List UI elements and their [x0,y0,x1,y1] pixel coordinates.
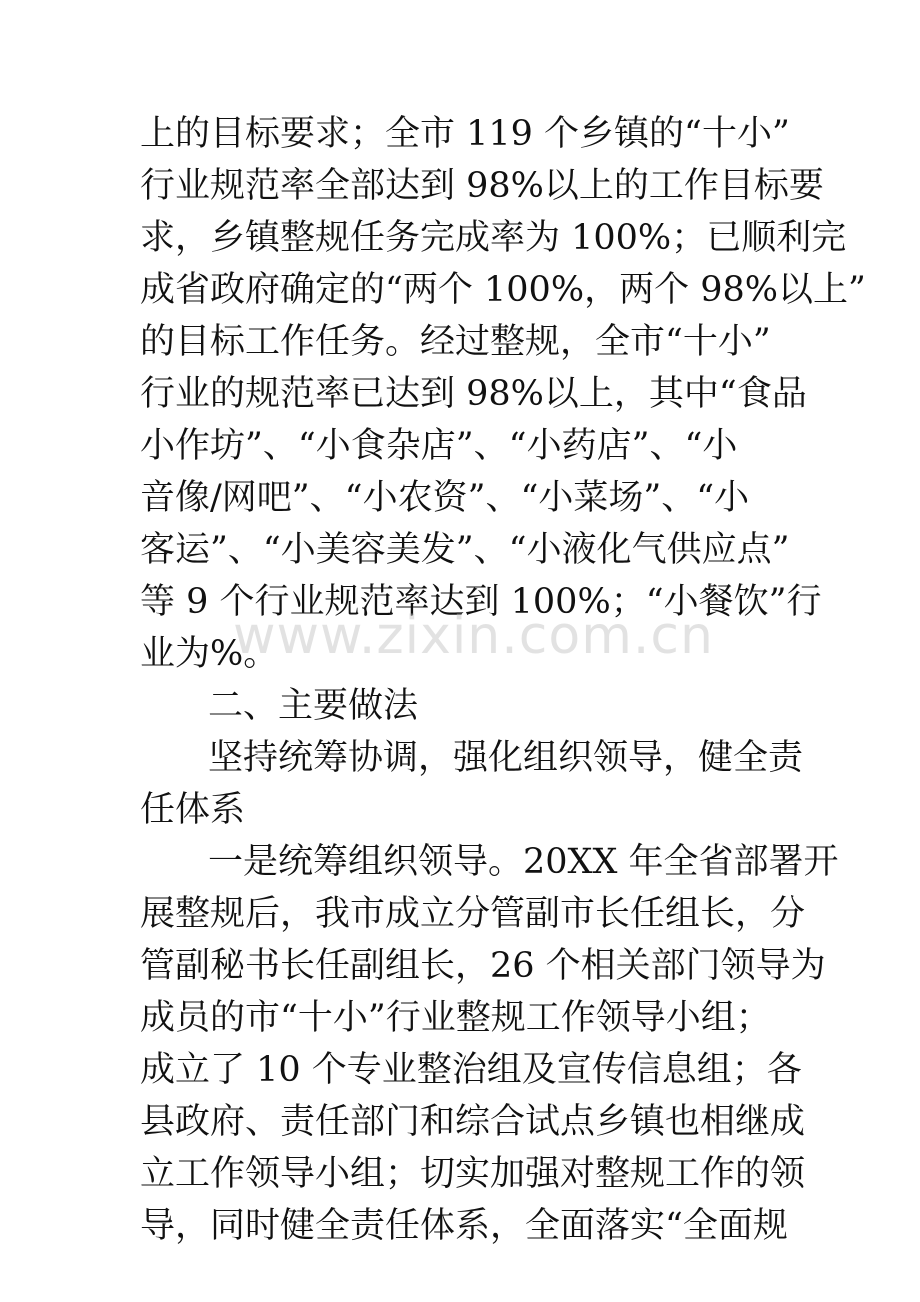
text-line: 客运”、“小美容美发”、“小液化气供应点” [140,530,790,570]
text-line: 等 9 个行业规范率达到 100%；“小餐饮”行 [140,582,822,622]
text-line: 立工作领导小组；切实加强对整规工作的领 [140,1154,806,1194]
text-line: 小作坊”、“小食杂店”、“小药店”、“小 [140,426,738,466]
text-line: 成立了 10 个专业整治组及宣传信息组；各 [140,1050,802,1090]
section-heading: 二、主要做法 [208,686,419,726]
text-line: 行业规范率全部达到 98%以上的工作目标要 [140,166,824,206]
text-line: 导，同时健全责任体系，全面落实“全面规 [140,1206,788,1246]
text-line: 展整规后，我市成立分管副市长任组长，分 [140,894,806,934]
paragraph-start: 一是统筹组织领导。20XX 年全省部署开 [208,842,839,882]
watermark: www.zixin.com.cn [233,606,714,666]
text-line: 行业的规范率已达到 98%以上，其中“食品 [140,374,807,414]
text-line: 的目标工作任务。经过整规，全市“十小” [140,322,771,362]
text-line: 成员的市“十小”行业整规工作领导小组； [140,998,771,1038]
text-line: 县政府、责任部门和综合试点乡镇也相继成 [140,1102,806,1142]
text-line: 上的目标要求；全市 119 个乡镇的“十小” [140,114,790,154]
text-line: 音像/网吧”、“小农资”、“小菜场”、“小 [140,478,750,518]
subsection-heading-continued: 任体系 [140,790,246,830]
body-text [140,108,866,1252]
text-line: 管副秘书长任副组长，26 个相关部门领导为 [140,946,826,986]
subsection-heading: 坚持统筹协调，强化组织领导，健全责 [208,738,804,778]
text-line: 求，乡镇整规任务完成率为 100%；已顺利完 [140,218,847,258]
text-line: 成省政府确定的“两个 100%，两个 98%以上” [140,270,866,310]
text-line: 业为%。 [140,634,279,674]
